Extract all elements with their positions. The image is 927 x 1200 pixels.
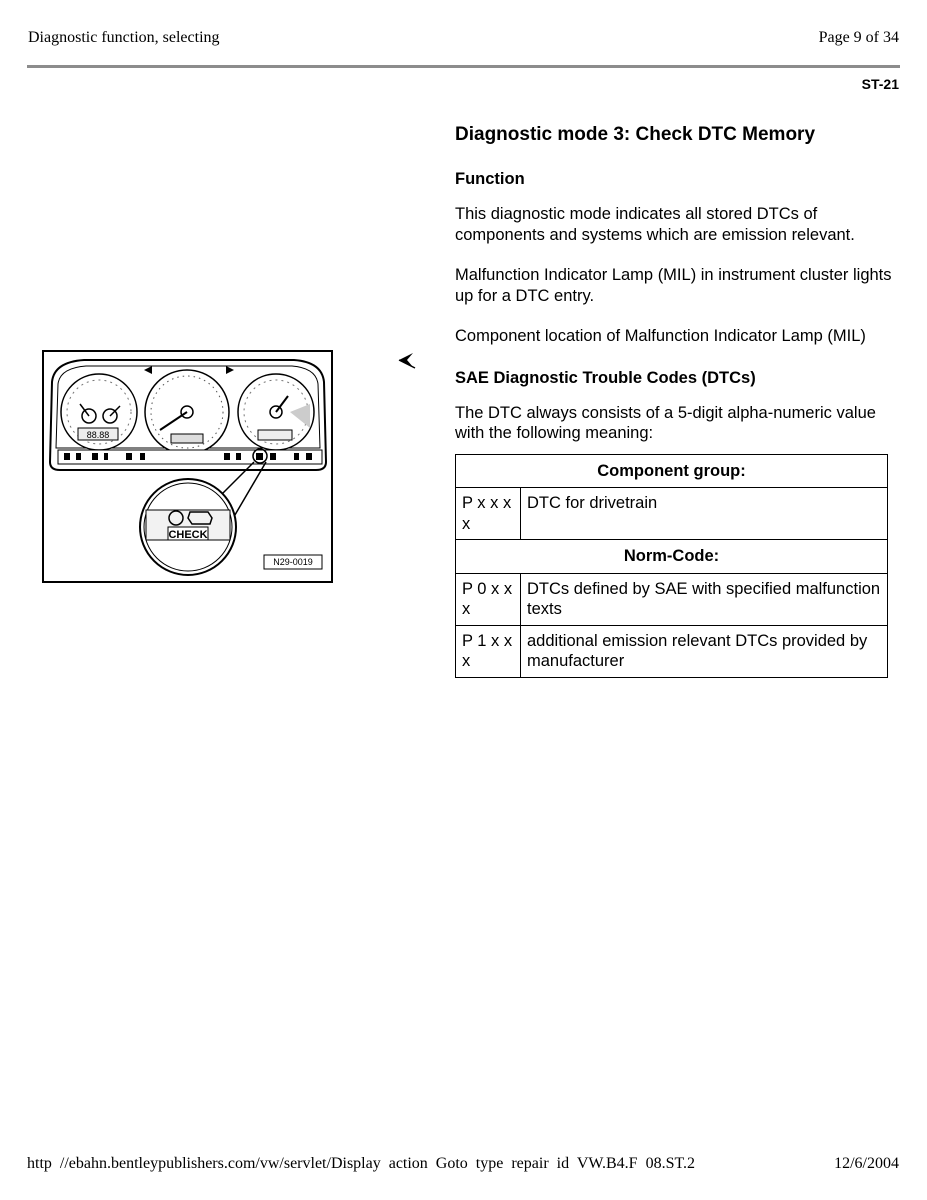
footer-url: http //ebahn.bentleypublishers.com/vw/servlet/Display action Goto type repair id VW.B4.F 08.ST.2 (27, 1155, 696, 1172)
instrument-cluster-illustration (44, 352, 331, 581)
function-description: This diagnostic mode indicates all stored DTCs of components and systems which are emission relevant. (455, 205, 855, 244)
dtc-table (455, 454, 888, 678)
header-divider (27, 65, 900, 68)
mil-description: Malfunction Indicator Lamp (MIL) in instrument cluster lights up for a DTC entry. (455, 266, 892, 305)
footer-date: 12/6/2004 (834, 1155, 899, 1172)
pointer-arrow-icon (396, 350, 418, 370)
norm-code-header: Norm-Code: (456, 540, 888, 574)
page-number: Page 9 of 34 (818, 29, 899, 46)
table-row (456, 573, 888, 625)
dtc-desc-cell: DTC for drivetrain (521, 488, 888, 540)
section-code: ST-21 (861, 76, 899, 92)
table-row (456, 488, 888, 540)
function-heading: Function (455, 170, 525, 188)
main-content (455, 122, 895, 678)
figure-id: N29-0019 (273, 557, 313, 567)
component-group-header: Component group: (456, 454, 888, 488)
dtc-description: The DTC always consists of a 5-digit alpha-numeric value with the following meaning: (455, 403, 876, 442)
svg-text:88.88: 88.88 (86, 430, 110, 440)
table-row (456, 454, 888, 488)
dtc-code-cell: P 1 x x x (456, 625, 521, 677)
dtc-code-cell: P x x x x (456, 488, 521, 540)
table-row (456, 540, 888, 574)
page-heading: Diagnostic mode 3: Check DTC Memory (455, 124, 816, 145)
check-lamp-label: CHECK (168, 529, 208, 541)
dtc-desc-cell: DTCs defined by SAE with specified malfunction texts (521, 573, 888, 625)
dtc-desc-cell: additional emission relevant DTCs provided by manufacturer (521, 625, 888, 677)
dtc-code-cell: P 0 x x x (456, 573, 521, 625)
component-location-note: Component location of Malfunction Indicator Lamp (MIL) (455, 327, 866, 345)
sae-dtc-heading: SAE Diagnostic Trouble Codes (DTCs) (455, 368, 756, 387)
table-row (456, 625, 888, 677)
instrument-cluster-figure (42, 350, 333, 583)
header-title: Diagnostic function, selecting (28, 29, 220, 46)
